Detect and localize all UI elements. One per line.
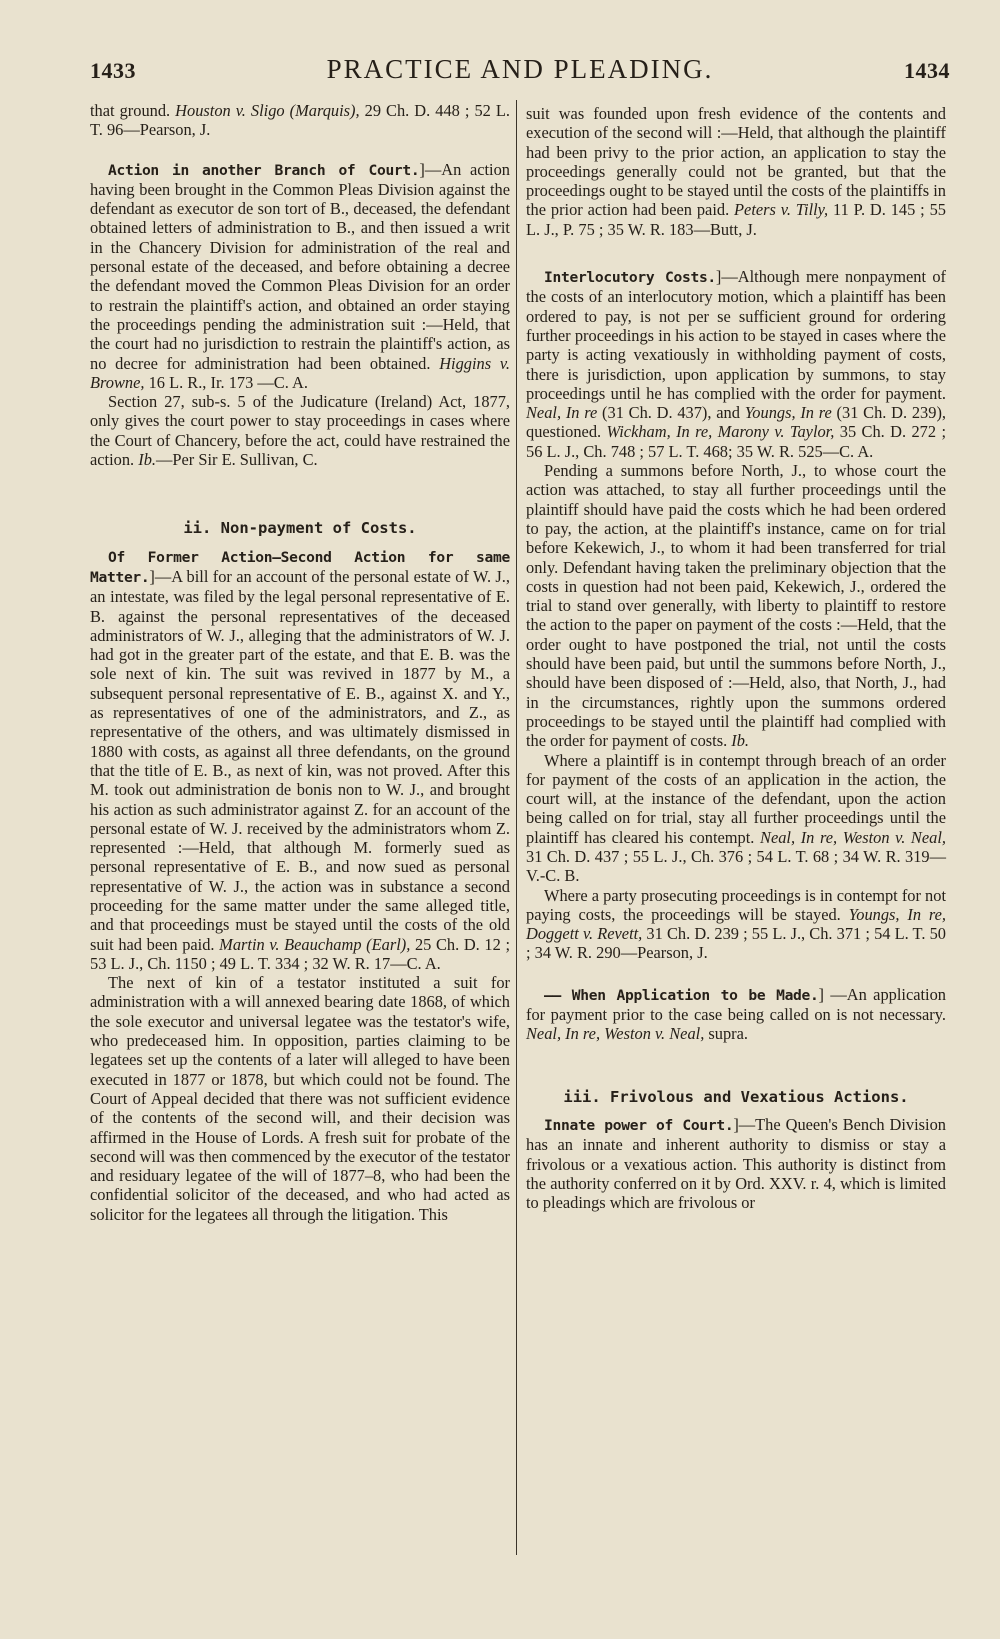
paragraph-heading: Action in another Branch of Court. (108, 161, 420, 179)
paragraph-heading: Of Former Action—Second Action for same Matter. (90, 548, 510, 586)
right-column (526, 104, 946, 1212)
page-number-left: 1433 (90, 58, 136, 83)
case-citation: Neal, In re, Weston v. Neal, (526, 1024, 705, 1044)
case-citation: Neal, In re (526, 403, 598, 423)
paragraph: suit was founded upon fresh evidence of the contents and execution of the second will :—Held, that although the plaintiff had been privy to the prior action, an application to stay the proceedings generally could not be granted, but that the proceedings ought to be stayed until the costs of the plaintiffs in the prior action had been paid. Peters v. Tilly, 11 P. D. 145 ; 55 L. J., P. 75 ; 35 W. R. 183—Butt, J. (526, 104, 946, 239)
paragraph-heading: Interlocutory Costs. (544, 269, 716, 287)
paragraph: Where a plaintiff is in contempt through breach of an order for payment of the costs of an application in the action, the court will, at the instance of the defendant, upon the action being called on for trial, stay all further proceedings until the plaintiff has cleared his contempt. Neal, In re, Weston v. Neal, 31 Ch. D. 437 ; 55 L. J., Ch. 376 ; 54 L. T. 68 ; 34 W. R. 319—V.-C. B. (526, 750, 946, 886)
section-heading: iii. Frivolous and Vexatious Actions. (563, 1087, 909, 1106)
case-citation: Houston v. Sligo (Marquis), (175, 101, 360, 120)
case-citation: Neal, In re, Weston v. Neal, (760, 827, 946, 847)
paragraph: that ground. Houston v. Sligo (Marquis), 29 Ch. D. 448 ; 52 L. T. 96—Pearson, J. (90, 101, 510, 140)
case-citation: Higgins v. Browne, (90, 353, 510, 392)
case-citation: Wickham, In re, Marony v. Taylor, (606, 422, 835, 442)
paragraph: Interlocutory Costs.]—Although mere nonpayment of the costs of an interlocutory motion, which a plaintiff has been ordered to pay, is not per se sufficient ground for ordering further proceedings in his action to be stayed in cases where the party is acting vexatiously in withholding payment of costs, there is jurisdiction, upon application by summons, to stay proceedings until he has complied with the order for payment. Neal, In re (31 Ch. D. 437), and Youngs, In re (31 Ch. D. 239), questioned. Wickham, In re, Marony v. Taylor, 35 Ch. D. 272 ; 56 L. J., Ch. 748 ; 57 L. T. 468; 35 W. R. 525—C. A. (526, 267, 947, 461)
paragraph: Section 27, sub-s. 5 of the Judicature (Ireland) Act, 1877, only gives the court power to stay proceedings in cases where the Court of Chancery, before the act, could have restrained the action. Ib.—Per Sir E. Sullivan, C. (90, 392, 510, 470)
paragraph-heading: Innate power of Court. (544, 1116, 734, 1134)
case-citation: Youngs, In re, Doggett v. Revett, (526, 904, 947, 944)
column-divider (516, 100, 517, 1555)
paragraph: The next of kin of a testator instituted a suit for administration with a will annexed bearing date 1868, of which the sole executor and universal legatee was the testator's wife, who predeceased him. In opposition, parties claiming to be legatees set up the contents of a later will alleged to have been executed in 1877 or 1878, but which could not be found. The Court of Appeal decided that there was not sufficient evidence of the contents of the second will, and their decision was affirmed in the House of Lords. A fresh suit for probate of the second will was then commenced by the executor of the testator and residuary legatee of the will of 1877–8, who had been the confidential solicitor of the deceased, and who had acted as solicitor for the legatees all through the litigation. This (90, 973, 510, 1224)
paragraph: —— When Application to be Made.] —An application for payment prior to the case being called on is not necessary. Neal, In re, Weston v. Neal, supra. (526, 984, 946, 1044)
case-citation: Youngs, In re (744, 403, 832, 423)
paragraph-heading: —— When Application to be Made. (544, 986, 819, 1004)
page-number-right: 1434 (904, 58, 950, 83)
paragraph: Action in another Branch of Court.]—An action having been brought in the Common Pleas Division against the defendant as executor de son tort of B., deceased, the defendant obtained letters of administration to B., and then issued a writ in the Chancery Division for administration of the real and personal estate of the deceased, and before obtaining a decree the defendant moved the Common Pleas Division for an order to restrain the plaintiff's action, and obtained an order staying the proceedings pending the administration suit :—Held, that the court had no jurisdiction to restrain the plaintiff's action, as no decree for administration had been obtained. Higgins v. Browne, 16 L. R., Ir. 173 —C. A. (90, 159, 511, 392)
case-citation: Ib. (138, 450, 157, 470)
case-citation: Martin v. Beauchamp (Earl), (219, 934, 411, 954)
paragraph: Pending a summons before North, J., to whose court the action was attached, to stay all further proceedings until the plaintiff should have paid the costs which he had been ordered to pay, the action, at the plaintiff's instance, came on for trial before Kekewich, J., to whom it had been transferred for trial only. Defendant having taken the preliminary objection that the costs in question had not been paid, Kekewich, J., ordered the trial to stand over generally, with liberty to plaintiff to restore the action to the paper on payment of the costs :—Held, that the order ought to have postponed the trial, not until the costs should have been paid, but until the summons before North, J., should have been disposed of :—Held, also, that North, J., had in the circumstances, rightly upon the summons ordered proceedings to be stayed until the plaintiff had complied with the order for payment of costs. Ib. (526, 461, 946, 751)
paragraph: Innate power of Court.]—The Queen's Bench Division has an innate and inherent authority to dismiss or stay a frivolous or a vexatious action. This authority is distinct from the authority conferred on it by Ord. XXV. r. 4, which is limited to pleadings which are frivolous or (526, 1114, 946, 1213)
page-title: PRACTICE AND PLEADING. (326, 54, 714, 84)
case-citation: Ib. (731, 731, 750, 751)
case-citation: Peters v. Tilly, (734, 200, 829, 220)
section-heading: ii. Non-payment of Costs. (183, 519, 417, 538)
left-column (90, 101, 510, 1224)
paragraph: Where a party prosecuting proceedings is in contempt for not paying costs, the proceedings will be stayed. Youngs, In re, Doggett v. Revett, 31 Ch. D. 239 ; 55 L. J., Ch. 371 ; 54 L. T. 50 ; 34 W. R. 290—Pearson, J. (526, 885, 947, 963)
paragraph: Of Former Action—Second Action for same Matter.]—A bill for an account of the personal estate of W. J., an intestate, was filed by the legal personal representative of E. B. against the personal representatives of the deceased administrators of W. J., alleging that the administrators of W. J. had got in the greater part of the estate, and that E. B. was the sole next of kin. The suit was revived in 1877 by M., a subsequent personal representative of E. B., against X. and Y., as representatives of one of the administrators, and Z., as representative of the others, and was ultimately dismissed in 1880 with costs, as against all three defendants, on the ground that the title of E. B., as next of kin, was not proved. After this M. took out administration de bonis non to W. J., and brought his action as such administrator against Z. for an account of the personal estate of W. J. received by the administrators whom Z. represented :—Held, that although M. formerly sued as personal representative of E. B., and now sued as personal representative of W. J., the action was in substance a second proceeding for the same matter under the same alleged title, and that proceedings must be stayed until the costs of the old suit had been paid. Martin v. Beauchamp (Earl), 25 Ch. D. 12 ; 53 L. J., Ch. 1150 ; 49 L. T. 334 ; 32 W. R. 17—C. A. (90, 548, 511, 973)
running-header (90, 54, 950, 92)
